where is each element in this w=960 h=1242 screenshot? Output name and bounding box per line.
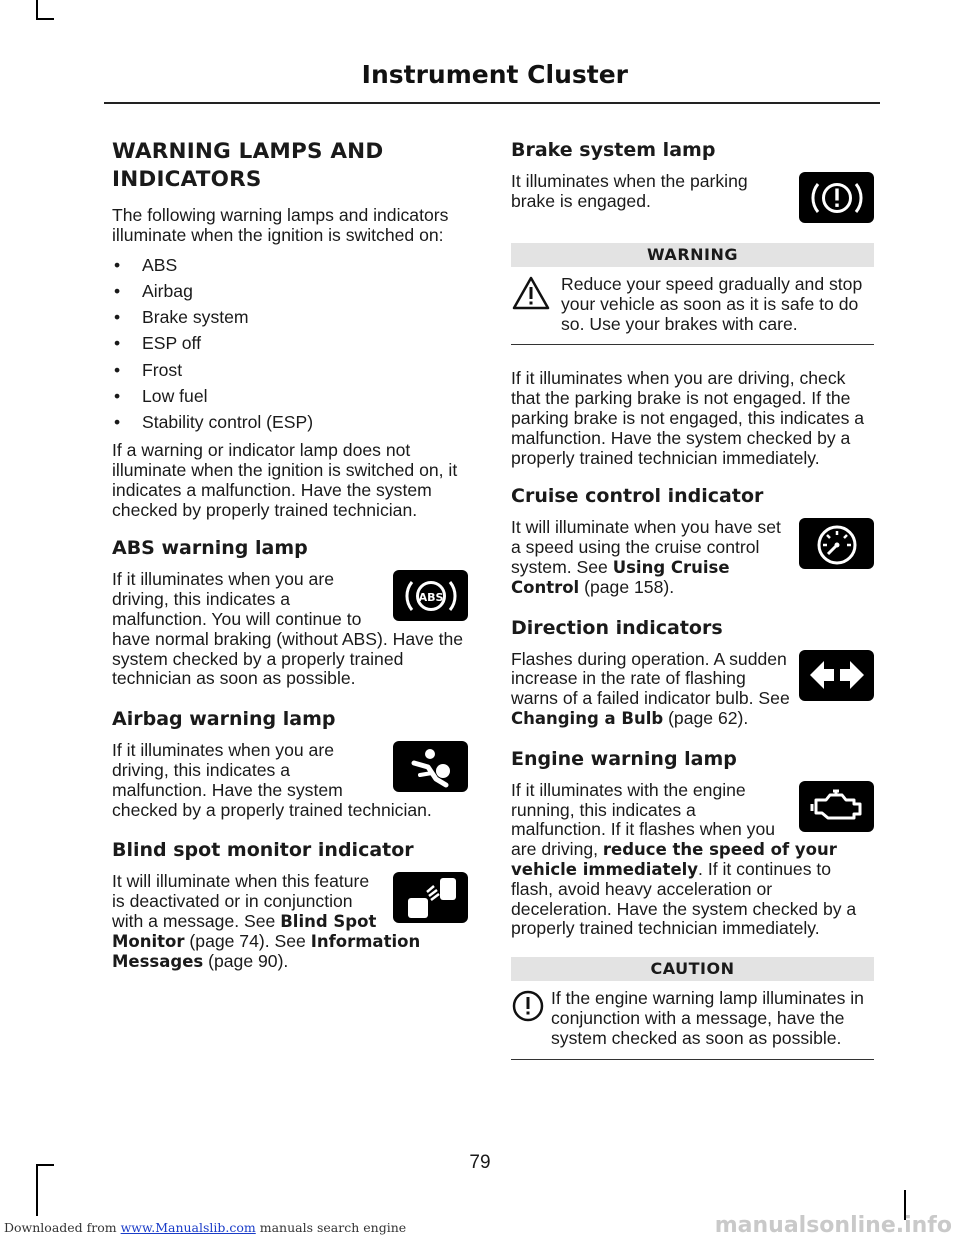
blind-spot-section [112, 838, 468, 971]
abs-icon [393, 570, 468, 621]
watermark: manualsonline.info [714, 1213, 952, 1238]
engine-text: If it illuminates with the engine running, this indicates a malfunction. If it flashes when you are driving, reduce the speed of your vehicle immediately. If it continues to flash, avoid heavy acceleration or deceleration. Have the system checked by a properly trained technician immediately. [511, 779, 857, 939]
intro-paragraph: The following warning lamps and indicators illuminate when the ignition is switched on: [112, 205, 449, 245]
warning-note [511, 243, 874, 345]
list-item: • ABS [112, 256, 468, 276]
engine-title: Engine warning lamp [511, 747, 737, 770]
brake-system-icon [799, 172, 874, 223]
direction-arrows-icon [799, 650, 874, 701]
crop-mark [36, 18, 54, 20]
airbag-section [112, 707, 468, 820]
list-item: • Airbag [112, 282, 468, 302]
abs-section [112, 536, 468, 689]
engine-icon [799, 781, 874, 832]
svg-text:ABS: ABS [418, 590, 443, 604]
malfunction-paragraph: If a warning or indicator lamp does not illuminate when the ignition is switched on, it indicates a malfunction. Have the system checked by properly trained technician. [112, 440, 458, 520]
list-item: • Stability control (ESP) [112, 413, 468, 433]
engine-section [511, 747, 874, 939]
airbag-text: If it illuminates when you are driving, this indicates a malfunction. Have the system checked by a properly trained technician. [112, 740, 432, 820]
list-item: • Low fuel [112, 387, 468, 407]
direction-text: Flashes during operation. A sudden increase in the rate of flashing warns of a failed indicator bulb. See Changing a Bulb (page 62). [511, 648, 790, 728]
brake-title: Brake system lamp [511, 139, 716, 161]
section-heading-line2: INDICATORS [112, 167, 262, 192]
manualslib-link[interactable]: www.Manualslib.com [120, 1220, 256, 1235]
abs-text: If it illuminates when you are driving, this indicates a malfunction. You will continue to have normal braking (without ABS). Have the system checked by a properly trained technician as soon as possible. [112, 569, 464, 689]
airbag-title: Airbag warning lamp [112, 708, 336, 731]
cruise-title: Cruise control indicator [511, 485, 764, 508]
abs-title: ABS warning lamp [112, 537, 308, 560]
left-column [112, 138, 468, 989]
caution-circle-icon [511, 989, 551, 1028]
section-heading [112, 138, 468, 194]
download-footer: Downloaded from www.Manualslib.com manuals search engine [4, 1220, 407, 1235]
brake-followup-paragraph: If it illuminates when you are driving, check that the parking brake is not engaged. If the parking brake is not engaged, this indicates a malfunction. Have the system checked by a properly trained technician immediately. [511, 368, 865, 468]
crop-mark [36, 0, 38, 20]
warning-triangle-icon [511, 275, 561, 316]
blind-spot-text: It will illuminate when this feature is deactivated or in conjunction with a message. See Blind Spot Monitor (page 74). See Information Messages (page 90). [112, 871, 421, 971]
caution-note [511, 957, 874, 1059]
cruise-text: It will illuminate when you have set a speed using the cruise control system. See Using Cruise Control (page 158). [511, 517, 781, 597]
list-item: • ESP off [112, 334, 468, 354]
section-heading-line1: WARNING LAMPS AND [112, 139, 384, 164]
list-item: • Frost [112, 361, 468, 381]
airbag-icon [393, 741, 468, 792]
cruise-section [511, 484, 874, 597]
brake-text: It illuminates when the parking brake is engaged. [511, 171, 748, 211]
engine-emphasis: reduce the speed of your vehicle immediately [511, 840, 837, 879]
direction-section [511, 616, 874, 729]
warning-text: Reduce your speed gradually and stop your vehicle as soon as it is safe to do so. Use your brakes with care. [561, 274, 863, 334]
lamp-list [112, 256, 468, 434]
warning-label: WARNING [511, 243, 874, 267]
information-messages-reference[interactable]: Information Messages [112, 931, 421, 971]
blind-spot-icon [393, 872, 468, 923]
note-divider [511, 344, 874, 345]
note-divider [511, 1059, 874, 1060]
right-column [511, 138, 874, 1084]
using-cruise-control-reference[interactable]: Using Cruise Control [511, 557, 730, 597]
blind-spot-monitor-reference[interactable]: Blind Spot Monitor [112, 911, 377, 951]
header-rule [104, 102, 880, 104]
page-number: 79 [469, 1152, 491, 1173]
list-item: • Brake system [112, 308, 468, 328]
changing-a-bulb-reference[interactable]: Changing a Bulb [511, 708, 664, 728]
blind-spot-title: Blind spot monitor indicator [112, 839, 414, 862]
brake-section [511, 138, 874, 227]
caution-text: If the engine warning lamp illuminates in conjunction with a message, have the system checked as soon as possible. [551, 988, 864, 1048]
direction-title: Direction indicators [511, 616, 723, 639]
header-title: Instrument Cluster [361, 60, 628, 89]
caution-label: CAUTION [511, 957, 874, 981]
speedometer-icon [799, 518, 874, 569]
